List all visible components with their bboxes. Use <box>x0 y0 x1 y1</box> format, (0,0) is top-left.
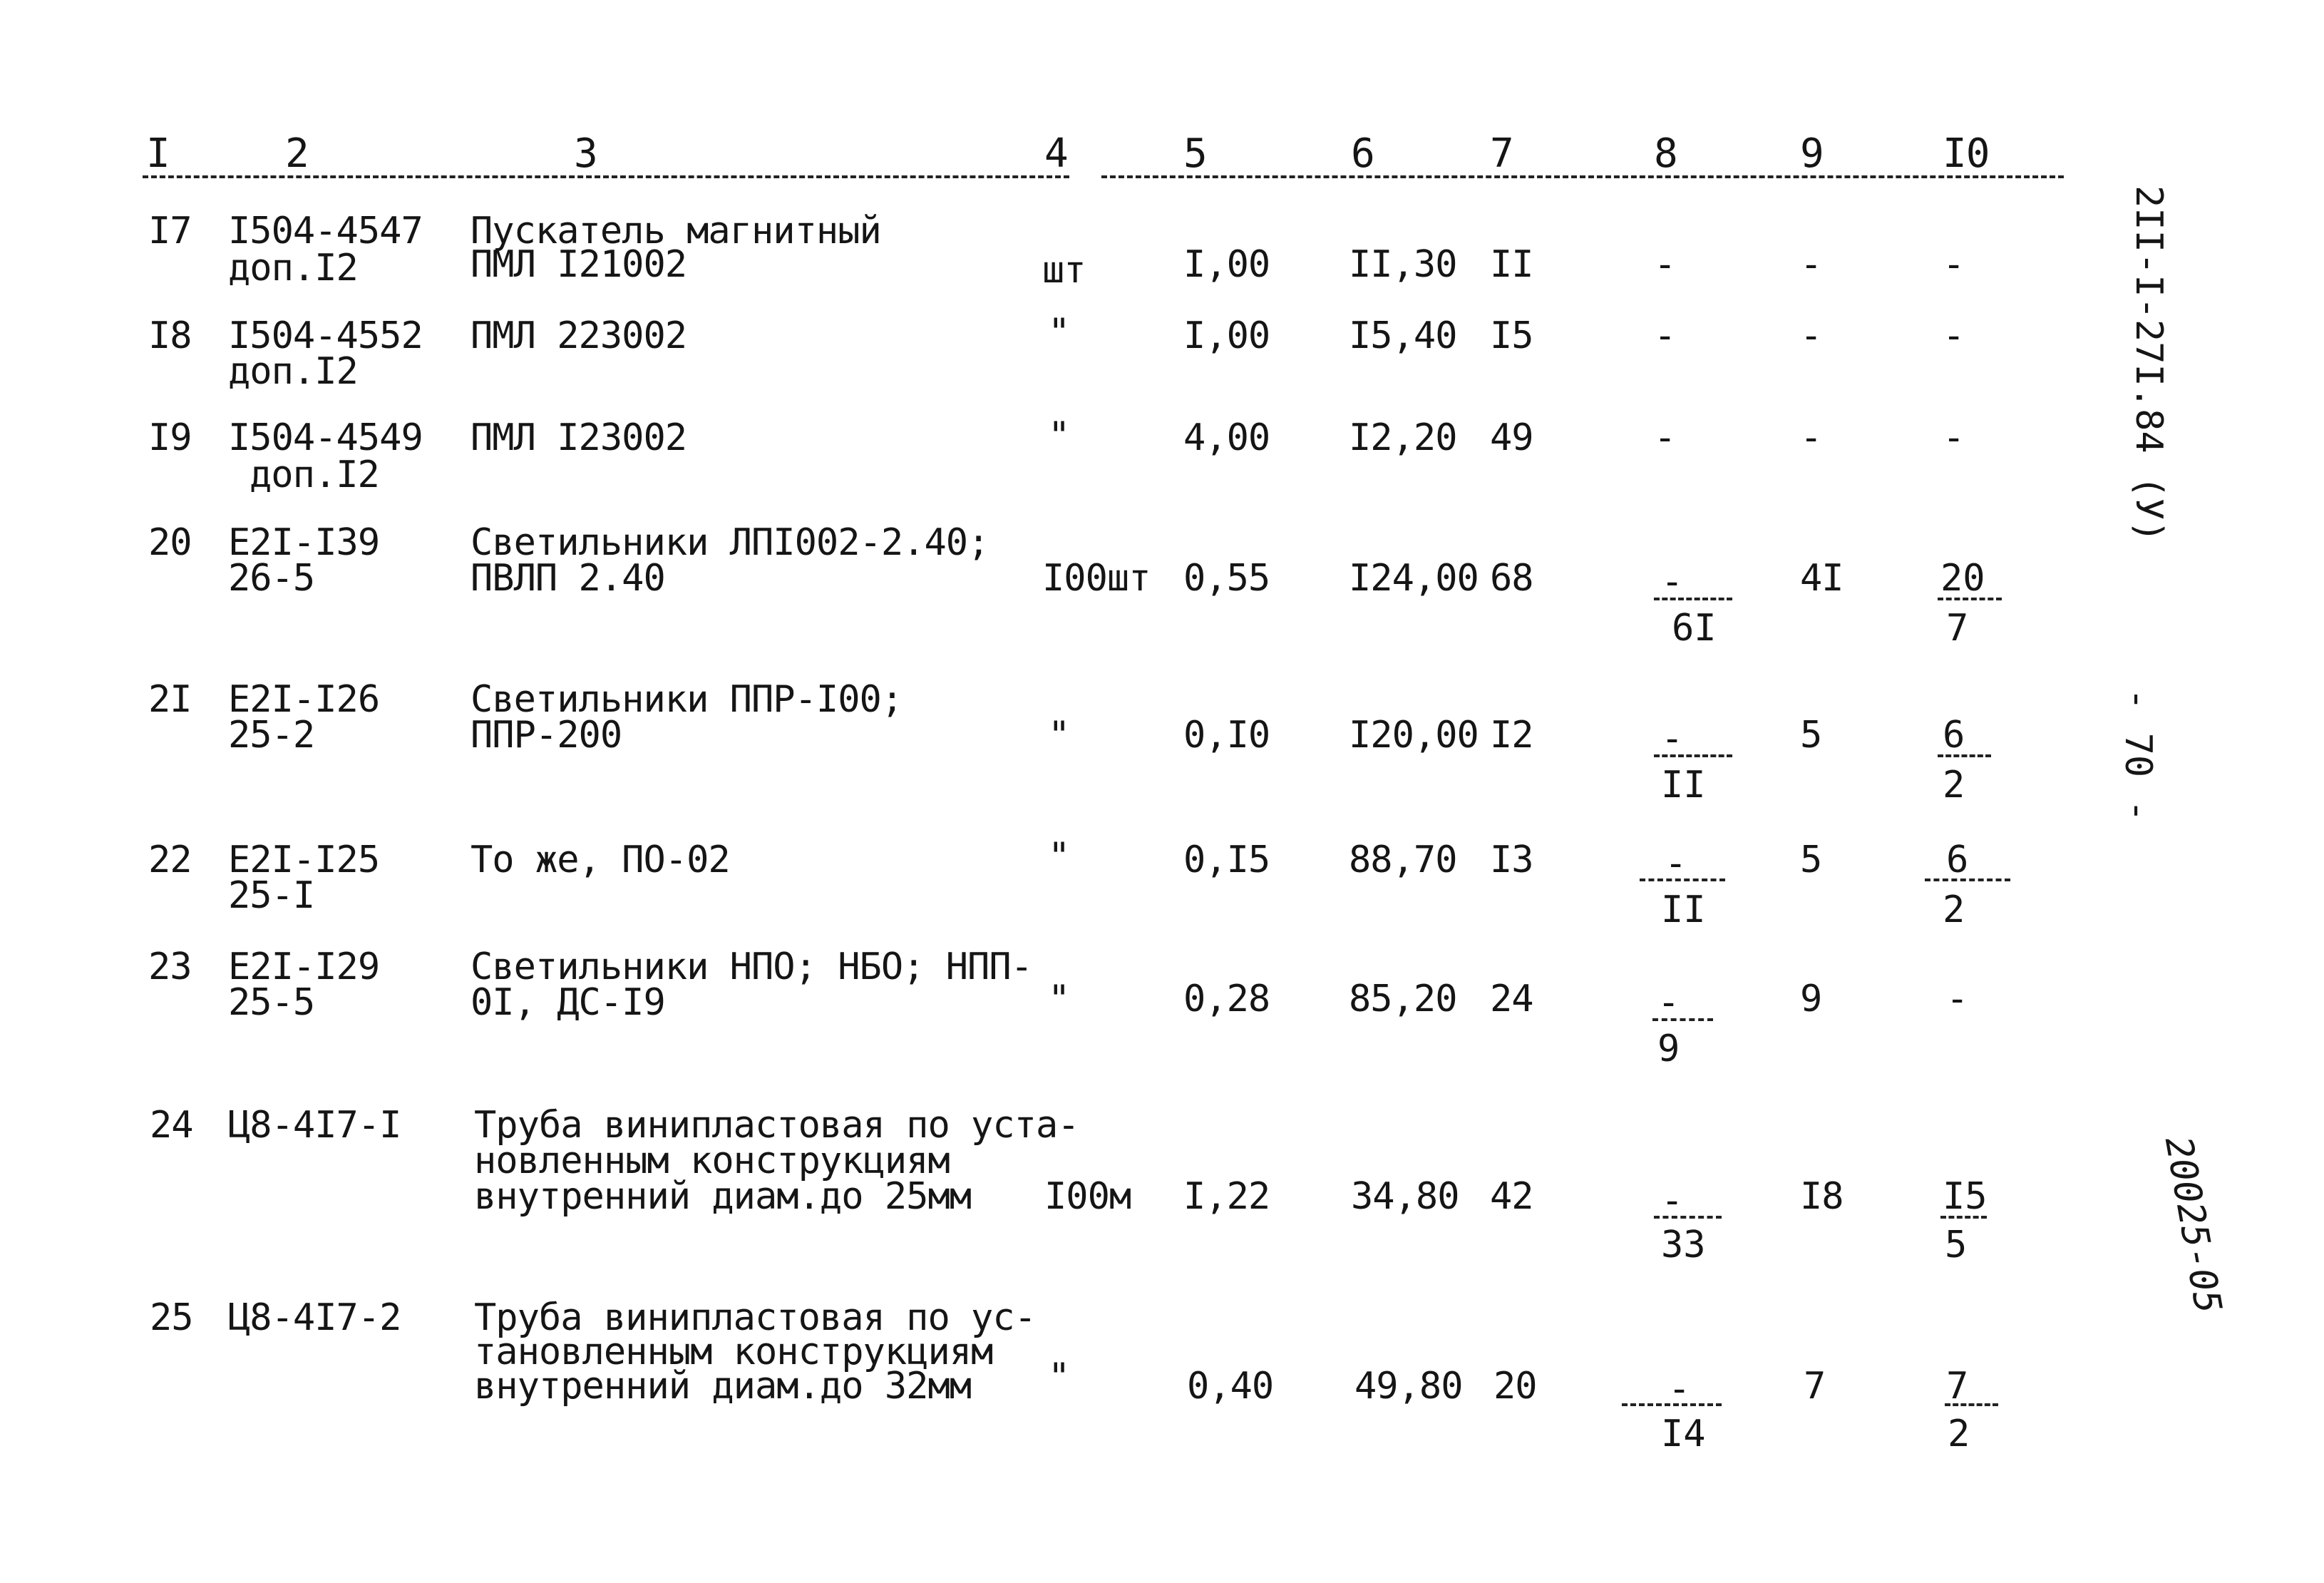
col-8-fraction-line <box>1622 1403 1722 1406</box>
col-10-value: - <box>1943 416 1965 459</box>
quantity: I,22 <box>1183 1175 1270 1218</box>
row-number: I9 <box>148 416 192 459</box>
unit-ditto: " <box>1048 978 1070 1020</box>
quantity: 0,28 <box>1183 978 1270 1020</box>
col-8-value: - <box>1654 314 1676 357</box>
col-8-denominator: I4 <box>1661 1413 1706 1455</box>
margin-handwritten-stamp: 20025-05 <box>2156 1133 2230 1317</box>
col-8-numerator: - <box>1668 1368 1691 1410</box>
quantity: I,00 <box>1183 243 1270 286</box>
unit: I00шт <box>1042 557 1151 600</box>
unit: шт <box>1042 249 1086 292</box>
unit-price: I20,00 <box>1349 714 1479 757</box>
col-10-denominator: 2 <box>1948 1413 1970 1455</box>
norm-code-suffix: 26-5 <box>228 557 315 600</box>
unit-ditto: " <box>1048 311 1070 354</box>
cost: 68 <box>1490 557 1533 600</box>
col-10-numerator: 6 <box>1943 714 1965 757</box>
col-10-numerator: 7 <box>1946 1365 1969 1408</box>
cost: 49 <box>1490 416 1533 459</box>
col-8-numerator: - <box>1661 1179 1684 1222</box>
col-10-fraction-line <box>1938 598 2002 600</box>
col-8-value: - <box>1654 416 1676 459</box>
cost: I3 <box>1490 839 1533 881</box>
col-10-numerator: I5 <box>1943 1175 1988 1218</box>
unit-price: 34,80 <box>1351 1175 1459 1218</box>
item-name: Светильники ППР-I00; <box>471 678 903 721</box>
header-col-1: I <box>146 130 170 177</box>
col-8-value: - <box>1654 243 1676 286</box>
cost: II <box>1490 243 1533 286</box>
item-name: То же, ПО-02 <box>471 839 730 881</box>
unit-ditto: " <box>1048 414 1070 457</box>
row-number: 22 <box>148 839 192 881</box>
col-10-fraction-line <box>1925 878 2010 881</box>
row-number: 20 <box>148 521 192 564</box>
col-9-value: 9 <box>1800 978 1822 1020</box>
unit-price: 85,20 <box>1349 978 1457 1020</box>
header-col-6: 6 <box>1351 130 1374 177</box>
unit-price: 49,80 <box>1354 1365 1463 1408</box>
item-name: Светильники НПО; НБО; НПП- <box>471 946 1032 988</box>
col-9-value: 5 <box>1800 839 1822 881</box>
col-8-numerator: - <box>1661 717 1684 760</box>
header-col-4: 4 <box>1044 130 1068 177</box>
norm-code-suffix: 25-I <box>228 874 315 917</box>
norm-code: Е2I-I25 <box>228 839 380 881</box>
header-col-5: 5 <box>1183 130 1207 177</box>
norm-code: I504-4547 <box>228 210 423 252</box>
margin-document-code: 2II-I-27I.84 (У) <box>2127 185 2170 543</box>
norm-code-suffix: доп.I2 <box>228 350 358 393</box>
item-name: Светильники ЛПI002-2.40; <box>471 521 989 564</box>
row-number: I7 <box>148 210 192 252</box>
norm-code: I504-4552 <box>228 314 423 357</box>
row-number: 25 <box>150 1296 193 1339</box>
cost: 42 <box>1490 1175 1533 1218</box>
norm-code: Ц8-4I7-2 <box>228 1296 401 1339</box>
item-name-line-2: тановленным конструкциям <box>474 1331 993 1373</box>
col-9-value: 4I <box>1800 557 1844 600</box>
row-number: 23 <box>148 946 192 988</box>
col-10-value: - <box>1946 978 1968 1020</box>
col-10-fraction-line <box>1940 1216 1987 1219</box>
cost: I2 <box>1490 714 1533 757</box>
quantity: 0,I5 <box>1183 839 1270 881</box>
norm-code: Е2I-I26 <box>228 678 380 721</box>
col-8-denominator: 9 <box>1657 1028 1680 1070</box>
quantity: 0,55 <box>1183 557 1270 600</box>
col-8-denominator: 33 <box>1661 1224 1706 1266</box>
norm-code: I504-4549 <box>228 416 423 459</box>
col-9-value: - <box>1800 314 1822 357</box>
col-9-value: 5 <box>1800 714 1822 757</box>
quantity: 0,40 <box>1187 1365 1274 1408</box>
col-9-value: 7 <box>1804 1365 1826 1408</box>
norm-code: Е2I-I29 <box>228 946 380 988</box>
col-9-value: I8 <box>1800 1175 1844 1218</box>
unit-price: 88,70 <box>1349 839 1457 881</box>
item-name: ПМЛ I23002 <box>471 416 687 459</box>
col-10-fraction-line <box>1938 754 1991 757</box>
col-10-denominator: 7 <box>1946 607 1969 650</box>
col-10-numerator: 6 <box>1946 839 1969 881</box>
col-8-numerator: - <box>1661 560 1684 603</box>
norm-code: Ц8-4I7-I <box>228 1104 401 1147</box>
col-9-value: - <box>1800 416 1822 459</box>
quantity: 4,00 <box>1183 416 1270 459</box>
col-8-fraction-line <box>1640 878 1725 881</box>
item-name-line-2: ПВЛП 2.40 <box>471 557 665 600</box>
item-name-line-2: ПМЛ I21002 <box>471 243 687 286</box>
col-8-denominator: II <box>1661 764 1706 806</box>
header-col-3: 3 <box>574 130 597 177</box>
unit-price: I2,20 <box>1349 416 1457 459</box>
row-number: 24 <box>150 1104 193 1147</box>
col-8-numerator: - <box>1665 842 1687 885</box>
cost: I5 <box>1490 314 1533 357</box>
item-name: Труба винипластовая по ус- <box>474 1296 1036 1339</box>
col-8-fraction-line <box>1654 598 1732 600</box>
col-10-value: - <box>1943 314 1965 357</box>
unit-ditto: " <box>1048 835 1070 878</box>
item-name: ПМЛ 223002 <box>471 314 687 357</box>
header-rule-right <box>1101 175 2064 178</box>
quantity: I,00 <box>1183 314 1270 357</box>
col-8-denominator: II <box>1661 888 1706 931</box>
norm-code: Е2I-I39 <box>228 521 380 564</box>
norm-code-suffix: доп.I2 <box>228 247 358 290</box>
col-10-value: - <box>1943 243 1965 286</box>
col-8-fraction-line <box>1652 1018 1713 1021</box>
header-col-9: 9 <box>1800 130 1824 177</box>
col-10-denominator: 2 <box>1943 764 1965 806</box>
header-col-10: I0 <box>1943 130 1990 177</box>
row-number: I8 <box>148 314 192 357</box>
unit-ditto: " <box>1048 1356 1070 1398</box>
unit-price: I24,00 <box>1349 557 1479 600</box>
col-10-fraction-line <box>1945 1403 1998 1406</box>
header-col-8: 8 <box>1654 130 1677 177</box>
item-name-line-3: внутренний диам.до 32мм <box>474 1365 972 1408</box>
item-name-line-2: новленным конструкциям <box>474 1139 950 1182</box>
col-8-numerator: - <box>1657 981 1680 1024</box>
cost: 20 <box>1493 1365 1537 1408</box>
col-10-numerator: 20 <box>1940 557 1985 600</box>
unit-price: I5,40 <box>1349 314 1457 357</box>
col-9-value: - <box>1800 243 1822 286</box>
header-col-2: 2 <box>285 130 309 177</box>
item-name-line-3: внутренний диам.до 25мм <box>474 1175 972 1218</box>
col-10-denominator: 5 <box>1945 1224 1968 1266</box>
col-8-fraction-line <box>1654 1216 1722 1219</box>
item-name-line-2: 0I, ДС-I9 <box>471 981 665 1024</box>
unit: I00м <box>1044 1175 1131 1218</box>
header-col-7: 7 <box>1490 130 1513 177</box>
quantity: 0,I0 <box>1183 714 1270 757</box>
margin-page-number: - 70 - <box>2117 688 2159 822</box>
norm-code-suffix: доп.I2 <box>250 454 379 496</box>
unit-ditto: " <box>1048 714 1070 757</box>
item-name-line-2: ППР-200 <box>471 714 622 757</box>
header-rule-left <box>143 175 1069 178</box>
unit-price: II,30 <box>1349 243 1457 286</box>
col-10-denominator: 2 <box>1943 888 1965 931</box>
cost: 24 <box>1490 978 1533 1020</box>
col-8-fraction-line <box>1654 754 1732 757</box>
norm-code-suffix: 25-2 <box>228 714 315 757</box>
norm-code-suffix: 25-5 <box>228 981 315 1024</box>
row-number: 2I <box>148 678 192 721</box>
col-8-denominator: 6I <box>1672 607 1717 650</box>
item-name: Труба винипластовая по уста- <box>474 1104 1079 1147</box>
item-name: Пускатель магнитный <box>471 210 881 252</box>
